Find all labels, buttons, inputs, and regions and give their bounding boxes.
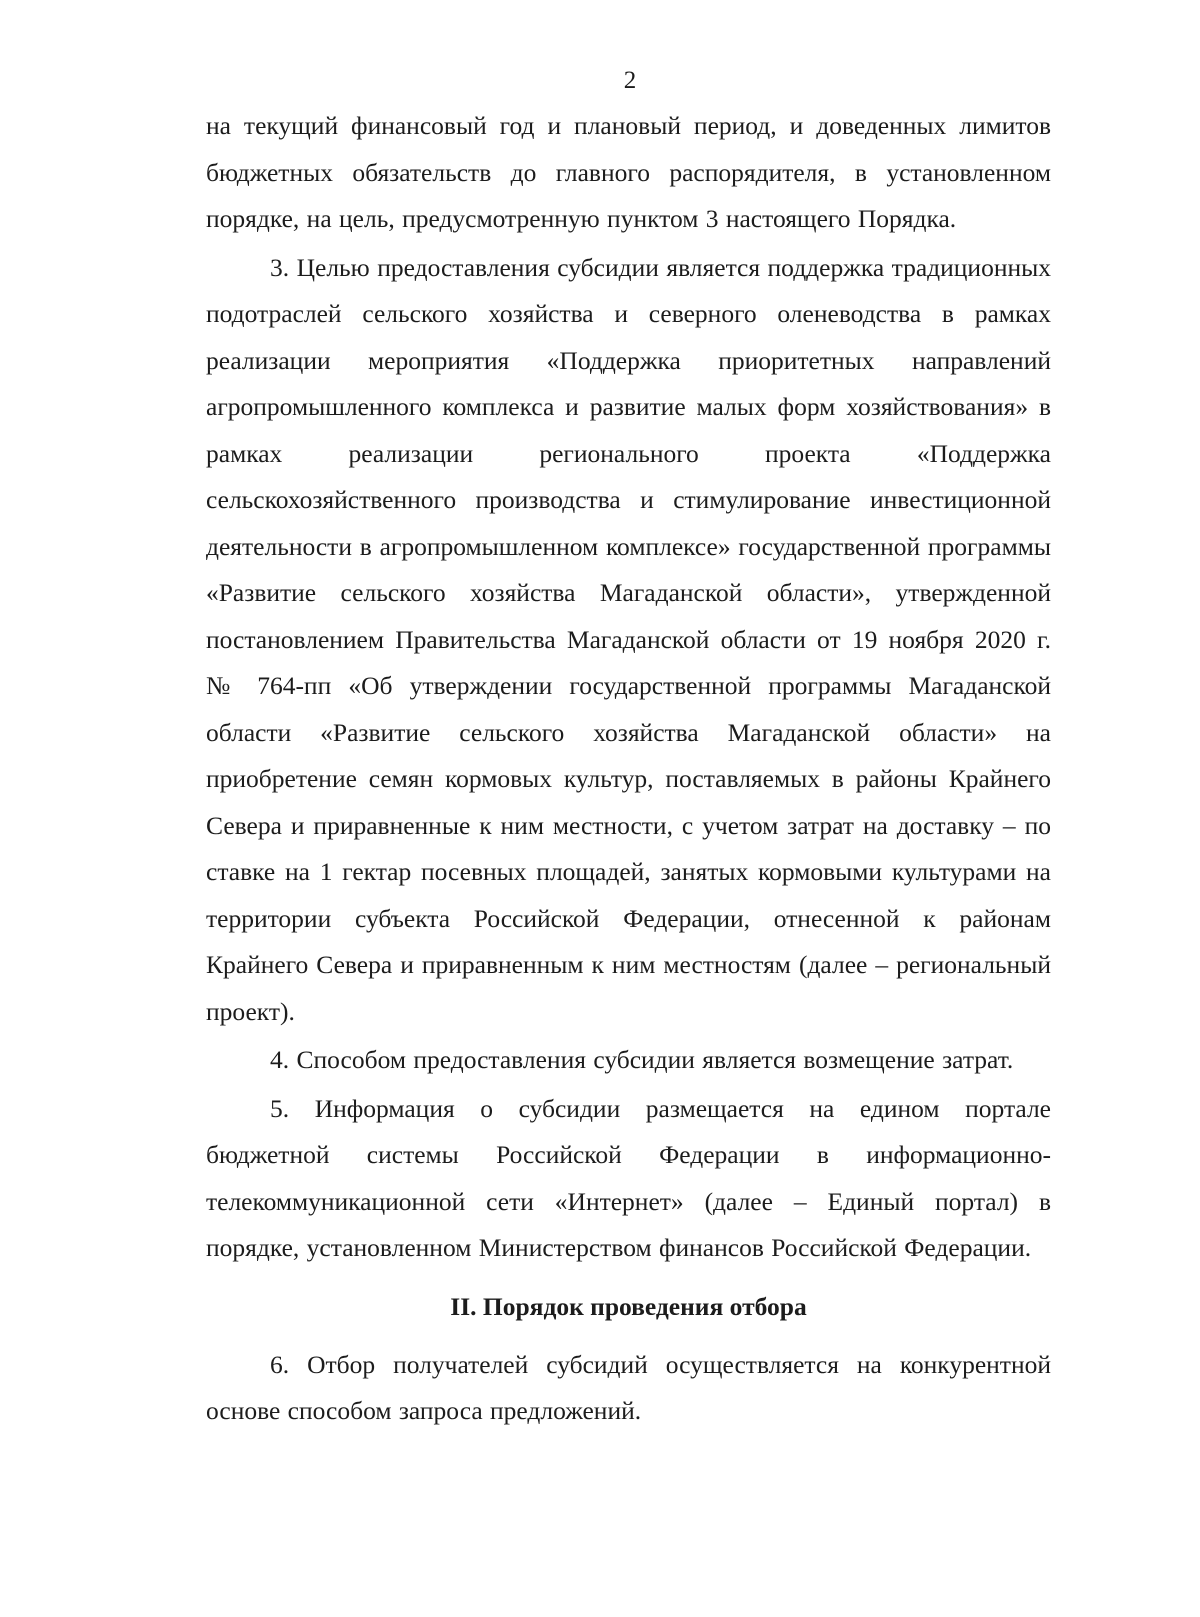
- page-number: 2: [623, 67, 637, 94]
- paragraph-6: 6. Отбор получателей субсидий осуществляется на конкурентной основе способом запроса предложений.: [206, 1349, 1051, 1425]
- paragraph-4: 4. Способом предоставления субсидии является возмещение затрат.: [270, 1045, 1014, 1074]
- paragraph-5: 5. Информация о субсидии размещается на едином портале бюджетной системы Российской Федерации в информационно-телекоммуникационной сети «Интернет» (далее – Единый портал) в порядке, установленном Министерством финансов Российской Федерации.: [206, 1093, 1051, 1262]
- paragraph-continuation: на текущий финансовый год и плановый период, и доведенных лимитов бюджетных обязательств до главного распорядителя, в установленном порядке, на цель, предусмотренную пунктом 3 настоящего Порядка.: [206, 111, 1051, 233]
- paragraph-3: 3. Целью предоставления субсидии является поддержка традиционных подотраслей сельского хозяйства и северного оленеводства в рамках реализации мероприятия «Поддержка приоритетных направлений агропромышленного комплекса и развитие малых форм хозяйствования» в рамках реализации регионального проекта «Поддержка сельскохозяйственного производства и стимулирование инвестиционной деятельности в агропромышленном комплексе» государственной программы «Развитие сельского хозяйства Магаданской области», утвержденной постановлением Правительства Магаданской области от 19 ноября 2020 г. № 764-пп «Об утверждении государственной программы Магаданской области «Развитие сельского хозяйства Магаданской области» на приобретение семян кормовых культур, поставляемых в районы Крайнего Севера и приравненные к ним местности, с учетом затрат на доставку – по ставке на 1 гектар посевных площадей, занятых кормовыми культурами на территории субъекта Российской Федерации, отнесенной к районам Крайнего Севера и приравненным к ним местностям (далее – региональный проект).: [206, 252, 1051, 1026]
- section-heading: II. Порядок проведения отбора: [450, 1291, 807, 1321]
- document-body: [206, 103, 1051, 1435]
